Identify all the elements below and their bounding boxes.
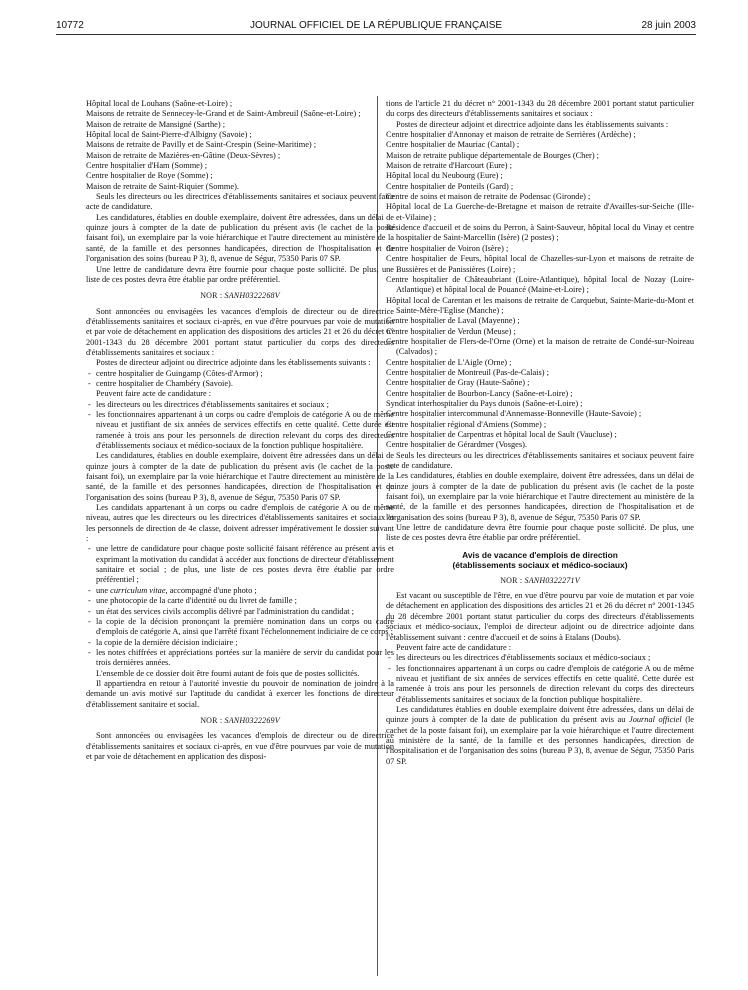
list-item: - les directeurs ou les directrices d'établissements sanitaires et sociaux ; — [86, 400, 394, 410]
list-item: Centre hospitalier de Flers-de-l'Orne (Orne) et la maison de retraite de Condé-sur-Noireau (Calvados) ; — [386, 336, 694, 357]
list-item: - la copie de la dernière décision indiciaire ; — [86, 638, 394, 648]
list-item: - une curriculum vitae, accompagné d'une photo ; — [86, 586, 394, 596]
submission-paragraph: Les candidatures établies en double exemplaire doivent être adressées, dans un délai de quinze jours à compter de la date de publication du présent avis au Journal officiel (le cachet de la poste faisant foi), un exemplaire par la voie hiérarchique et l'autre directement au ministère de la santé, de la famille et des personnes handicapées, direction de l'hospitalisation et de l'organisation des soins (bureau P 3), 8, avenue de Ségur, 75350 Paris 07 SP. — [386, 704, 694, 766]
candidacy-list — [86, 400, 394, 452]
list-item: Résidence d'accueil et de soins du Perron, à Saint-Sauveur, hôpital local du Vinay et centre hospitalier de Saint-Marcellin (Isère) (2 postes) ; — [386, 223, 694, 243]
announcement-paragraph: Sont annoncées ou envisagées les vacances d'emplois de directeur ou de directrice d'établissements sanitaires et sociaux ci-après, en vue d'être pourvues par voie de mutation et par voie de détachement en application des disposi- — [86, 731, 394, 761]
list-item: Centre hospitalier de Ponteils (Gard) ; — [386, 181, 514, 191]
list-item: Centre hospitalier de Gray (Haute-Saône) ; — [386, 378, 530, 388]
list-item: Maisons de retraite de Pavilly et de Saint-Crespin (Seine-Maritime) ; — [86, 140, 317, 150]
list-item: - les notes chiffrées et appréciations portées sur la manière de servir du candidat pour les trois dernières années. — [86, 648, 394, 669]
list-item: Centre hospitalier intercommunal d'Annemasse-Bonneville (Haute-Savoie) ; — [386, 409, 642, 419]
list-item: Centre hospitalier de Feurs, hôpital local de Chazelles-sur-Lyon et maisons de retraite de Bussières et de Panissières (Loire) ; — [386, 254, 694, 274]
list-item: Hôpital local de Carentan et les maisons de retraite de Carquebut, Sainte-Marie-du-Mont et Sainte-Mère-l'Eglise (Manche) ; — [386, 295, 694, 315]
list-item: Centre hospitalier de Gérardmer (Vosges). — [386, 440, 527, 450]
list-item: Centre hospitalier de Châteaubriant (Loire-Atlantique), hôpital local de Nozay (Loire-Atlantique) et hôpital local de Pouancé (Maine-et-Loire) ; — [386, 274, 694, 295]
nor-code: SANH0322268V — [224, 291, 280, 301]
section-title: Avis de vacance d'emplois de direction (établissements sociaux et médico-sociaux) — [452, 549, 628, 570]
submission-paragraph: Les candidatures, établies en double exemplaire, doivent être adressées, dans un délai de quinze jours à compter de la date de publication du présent avis (le cachet de la poste faisant foi), un exemplaire par la voie hiérarchique et l'autre directement au ministère de la santé, de la famille et des personnes handicapées, direction de l'hospitalisation et de l'organisation des soins (bureau P 3), 8, avenue de Ségur, 75350 Paris 07 SP. — [86, 212, 394, 264]
vacancy-paragraph: Est vacant ou susceptible de l'être, en vue d'être pourvu par voie de mutation et par voie de détachement en application des dispositions des articles 21 et 26 du décret n° 2001-1345 du 28 décembre 2001 portant statut particulier du corps des directeurs d'établissements sociaux et médico-sociaux, l'emploi de directeur adjoint ou de directrice adjointe dans l'établissement suivant : centre d'accueil et de soins à Etalans (Doubs). — [386, 591, 694, 642]
dossier-list — [86, 544, 394, 668]
page-number: 10772 — [56, 20, 84, 31]
submission-paragraph: Les candidatures, établies en double exemplaire, doivent être adressées dans un délai de quinze jours à compter de la date de publication du présent avis (le cachet de la poste faisant foi), un exemplaire par la voie hiérarchique et l'autre directement au ministère de la santé, de la famille et des personnes handicapées, direction de l'hospitalisation et de l'organisation des soins (bureau P 3), 8, avenue de Ségur, 75350 Paris 07 SP. — [86, 451, 394, 502]
list-item: Maison de retraite de Mansigné (Sarthe) ; — [86, 119, 226, 129]
list-item: Maison de retraite de Saint-Riquier (Somme). — [86, 181, 239, 191]
list-item: Centre hospitalier de Laval (Mayenne) ; — [386, 316, 520, 326]
list-item: Syndicat interhospitalier du Pays dunois (Saône-et-Loire) ; — [386, 398, 583, 408]
list-item: - une photocopie de la carte d'identité ou du livret de famille ; — [86, 596, 394, 606]
continued-paragraph: tions de l'article 21 du décret n° 2001-1343 du 28 décembre 2001 portant statut particulier du corps des directeurs d'établissements sanitaires et sociaux : — [386, 99, 694, 119]
list-item: Hôpital local de La Guerche-de-Bretagne et maison de retraite d'Availles-sur-Seiche (Ille-et-Vilaine) ; — [386, 202, 694, 222]
list-item: Maisons de retraite de Sennecey-le-Grand et de Saint-Ambreuil (Saône-et-Loire) ; — [86, 109, 361, 119]
list-item: Centre hospitalier régional d'Amiens (Somme) ; — [386, 419, 547, 429]
candidacy-heading: Peuvent faire acte de candidature : — [96, 389, 212, 399]
authority-paragraph: Il appartiendra en retour à l'autorité investie du pouvoir de nomination de joindre à la demande un avis motivé sur l'aptitude du candidat à exercer les fonctions de directeur d'établissement sanitaire et social. — [86, 678, 394, 709]
list-item: Centre hospitalier de Roye (Somme) ; — [86, 171, 213, 181]
nor-reference: NOR : SANH0322271V — [500, 575, 580, 585]
list-item: Hôpital local de Saint-Pierre-d'Albigny (Savoie) ; — [86, 130, 252, 140]
dossier-note: L'ensemble de ce dossier doit être fourni autant de fois que de postes sollicités. — [96, 668, 360, 678]
list-item: Centre hospitalier d'Annonay et maison de retraite de Serrières (Ardèche) ; — [386, 130, 636, 140]
list-item: Hôpital local de Louhans (Saône-et-Loire) ; — [86, 99, 233, 108]
establishment-list — [86, 99, 394, 192]
list-item: - centre hospitalier de Chambéry (Savoie). — [86, 379, 394, 389]
list-item: Centre hospitalier de Voiron (Isère) ; — [386, 243, 509, 253]
list-item: Maison de retraite publique départementale de Bourges (Cher) ; — [386, 150, 600, 160]
list-item: Maison de retraite de Mazières-en-Gâtine (Deux-Sèvres) ; — [86, 150, 281, 160]
eligibility-paragraph: Seuls les directeurs ou les directrices d'établissements sanitaires et sociaux peuvent faire acte de candidature. — [386, 450, 694, 471]
header-rule — [56, 34, 696, 35]
list-item: - les directeurs ou les directrices d'établissements sociaux et médico-sociaux ; — [386, 653, 694, 663]
nor-reference: NOR : SANH0322269V — [200, 715, 280, 725]
submission-paragraph: Les candidatures, établies en double exemplaire, doivent être adressées, dans un délai de quinze jours à compter de la date de publication du présent avis (le cachet de la poste faisant foi), un exemplaire par la voie hiérarchique et l'autre directement au ministère de la santé, de la famille et des personnes handicapées, direction de l'hospitalisation et de l'organisation des soins (bureau P 3), 8, avenue de Ségur, 75350 Paris 07 SP. — [386, 471, 694, 522]
list-item: - une lettre de candidature pour chaque poste sollicité faisant référence au présent avis et exprimant la motivation du candidat à accéder aux fonctions de directeur d'établissement sanitaire et social ; de plus, une liste de ces postes devra être établie par ordre préférentiel ; — [86, 544, 394, 585]
left-column — [86, 99, 394, 762]
posts-list — [86, 369, 394, 390]
list-item: - centre hospitalier de Guingamp (Côtes-d'Armor) ; — [86, 369, 394, 379]
list-item: - les fonctionnaires appartenant à un corps ou cadre d'emplois de catégorie A ou de même niveau et justifiant de six années de services effectifs en cette qualité. Cette durée est ramenée à trois ans pour les personnels de direction relevant du corps des directeurs d'établissements sanitaires et sociaux de la fonction publique hospitalière. — [386, 664, 694, 705]
nor-reference: NOR : SANH0322268V — [200, 291, 280, 301]
list-item: Centre hospitalier de Carpentras et hôpital local de Sault (Vaucluse) ; — [386, 430, 617, 439]
letter-paragraph: Une lettre de candidature devra être fournie pour chaque poste sollicité. De plus, une liste de ces postes devra être établie par ordre préférentiel. — [386, 523, 694, 543]
list-item: Maison de retraite d'Harcourt (Eure) ; — [386, 161, 512, 171]
journal-title: JOURNAL OFFICIEL DE LA RÉPUBLIQUE FRANÇAISE — [249, 20, 503, 31]
right-column — [386, 99, 694, 767]
candidacy-heading: Peuvent faire acte de candidature : — [396, 642, 512, 652]
candidates-paragraph: Les candidats appartenant à un corps ou cadre d'emplois de catégorie A ou de même niveau, autres que les directeurs ou les directrices d'établissements sanitaires et sociaux et les personnels de direction de 4e classe, doivent adresser impérativement le dossier suivant : — [86, 503, 394, 544]
list-item: - un état des services civils accomplis délivré par l'administration du candidat ; — [86, 607, 394, 617]
list-item: Hôpital local du Neubourg (Eure) ; — [386, 171, 503, 181]
list-item: Centre de soins et maison de retraite de Podensac (Gironde) ; — [386, 192, 591, 202]
nor-code: SANH0322269V — [224, 715, 280, 725]
running-header — [56, 20, 696, 38]
posts-paragraph: Postes de directeur adjoint et directrice adjointe dans les établissements suivants : — [396, 119, 669, 129]
list-item: Centre hospitalier de Mauriac (Cantal) ; — [386, 140, 520, 150]
list-item: Centre hospitalier de Verdun (Meuse) ; — [386, 326, 516, 336]
issue-date: 28 juin 2003 — [641, 20, 696, 31]
establishment-list — [386, 130, 694, 451]
eligibility-paragraph: Seuls les directeurs ou les directrices d'établissements sanitaires et sociaux peuvent faire acte de candidature. — [86, 192, 394, 212]
posts-paragraph: Postes de directeur adjoint ou directrice adjointe dans les établissements suivants : — [96, 358, 371, 368]
nor-code: SANH0322271V — [524, 575, 580, 585]
list-item: Centre hospitalier de L'Aigle (Orne) ; — [386, 357, 512, 367]
announcement-paragraph: Sont annoncées ou envisagées les vacances d'emplois de directeur ou de directrice d'établissements sanitaires et sociaux ci-après, en vue d'être pourvues par voie de mutation et par voie de détachement en application des dispositions des articles 21 et 26 du décret n° 2001-1343 du 28 décembre 2001 portant statut particulier du corps des directeurs d'établissements sanitaires et sociaux : — [86, 306, 394, 357]
candidacy-list — [386, 653, 694, 705]
letter-paragraph: Une lettre de candidature devra être fournie pour chaque poste sollicité. De plus, une liste de ces postes devra être établie par ordre préférentiel. — [86, 264, 394, 284]
list-item: - la copie de la décision prononçant la première nomination dans un corps ou cadre d'emplois de catégorie A, ainsi que l'arrêté fixant l'échelonnement indiciaire de ce corps ; — [86, 617, 394, 638]
list-item: Centre hospitalier d'Ham (Somme) ; — [86, 161, 208, 171]
list-item: - les fonctionnaires appartenant à un corps ou cadre d'emplois de catégorie A ou de même niveau et justifiant de six années de services effectifs en cette qualité. Cette durée est ramenée à trois ans pour les personnels de direction relevant du corps des directeurs d'établissements sociaux et médico-sociaux de la fonction publique hospitalière. — [86, 410, 394, 451]
list-item: Centre hospitalier de Bourbon-Lancy (Saône-et-Loire) ; — [386, 388, 573, 398]
list-item: Centre hospitalier de Montreuil (Pas-de-Calais) ; — [386, 367, 549, 377]
